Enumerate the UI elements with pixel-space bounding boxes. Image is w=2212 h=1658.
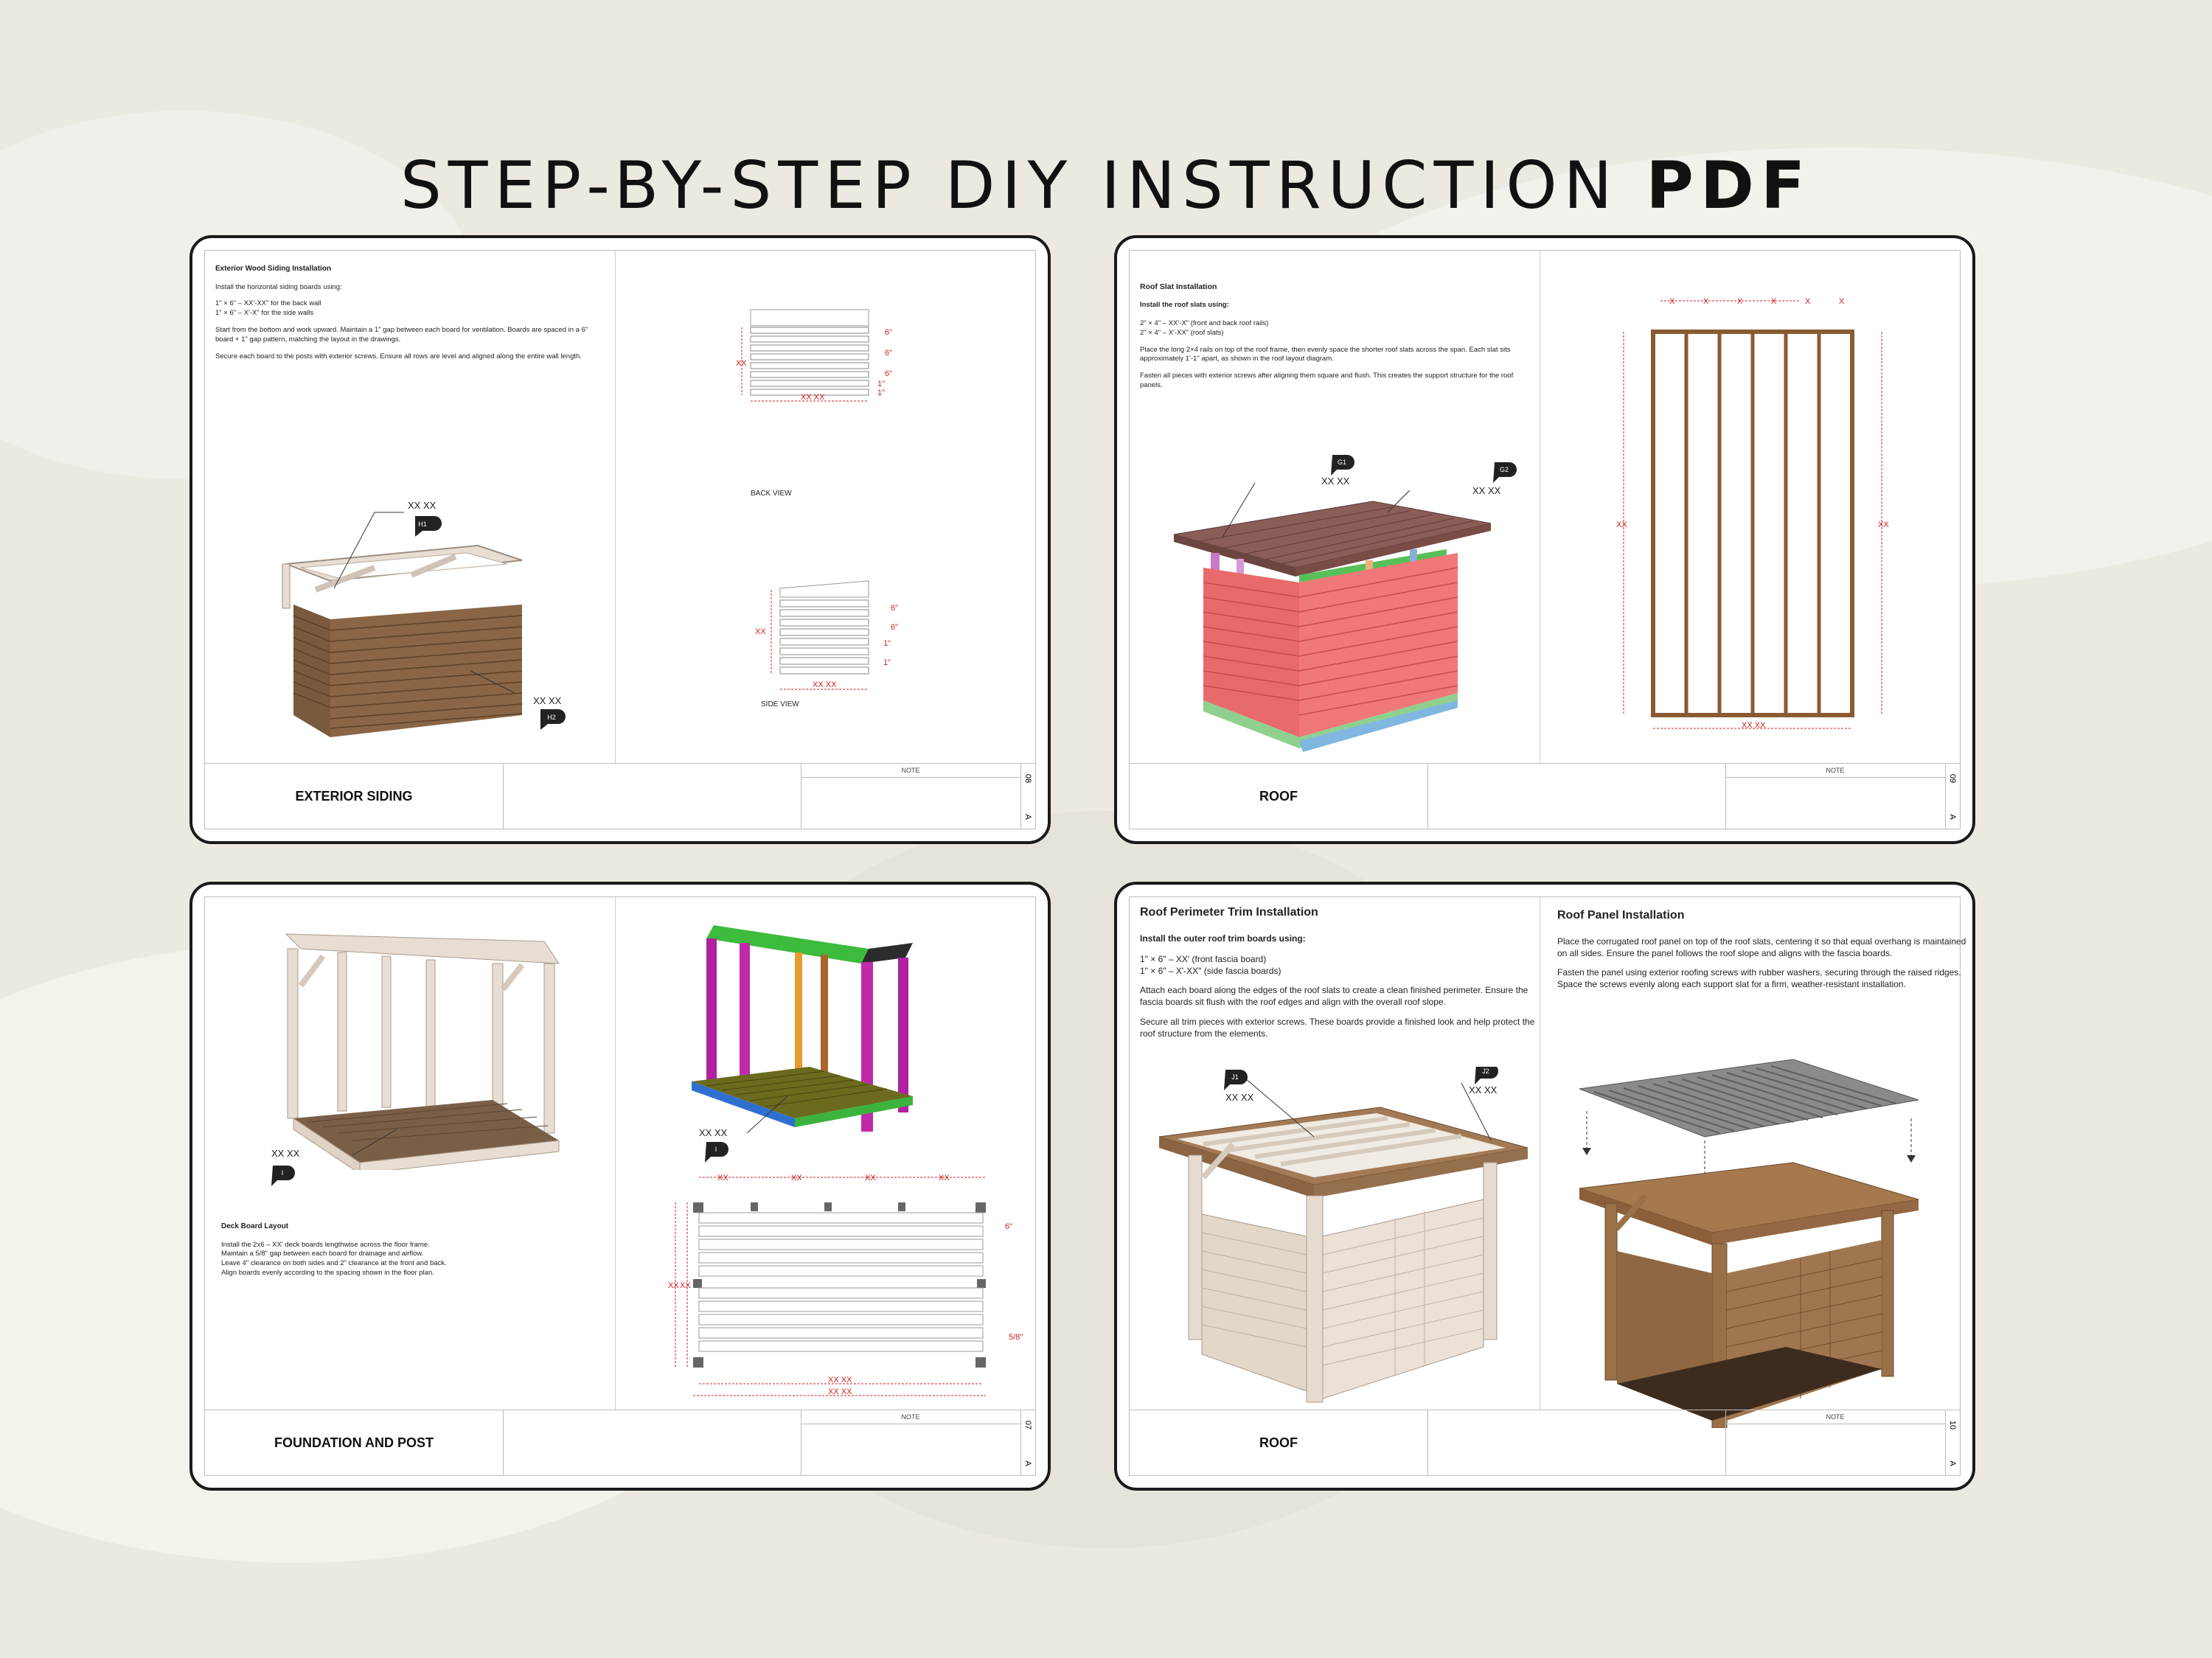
post-dim-4: XX [939,1174,950,1182]
side-dim-gap-2: 1" [883,658,891,667]
title-block [1130,1410,1960,1475]
note-box [801,764,1021,829]
tag-i-right: I [714,1146,717,1153]
panel-exterior-siding [189,235,1051,844]
post-dim-3: XX [865,1174,876,1182]
note-label: NOTE [1826,767,1845,774]
roof-slat-instructions [1140,282,1531,398]
roof-slat-para-1: Place the long 2×4 rails on top of the roof frame, then evenly space the shorter roof slats across the span. Each slat sits approximately 1'-1" apart, as shown in the roof layout diagram. [1140,345,1511,363]
siding-para-1: Start from the bottom and work upward. Maintain a 1" gap between each board for ventilation. Boards are spaced in a 6" board + 1" gap pattern, matching the layout in the drawings. [215,325,588,344]
post-dim-2: XX [791,1174,802,1182]
roof-trim-para-1: Attach each board along the edges of the roof slats to create a clean finished perimeter. Ensure the fascia boards sit flush with the roof edges and align with the overall roof slope. [1140,985,1528,1008]
plan-dim-board: 6" [1005,1222,1013,1231]
siding-callout-2: XX XX [533,695,562,706]
roof-slat-callout-2: XX XX [1472,485,1501,496]
deck-board-heading: Deck Board Layout [221,1222,289,1230]
deck-line-4: Align boards evenly according to the spacing shown in the floor plan. [221,1268,434,1277]
roof-slat-intro: Install the roof slats using: [1140,301,1229,310]
tag-g1: G2 [1499,466,1509,473]
roof-trim-callout-2: XX XX [1469,1084,1498,1096]
sheet-number-box [1945,1410,1960,1475]
slat-dim-3: X [1737,297,1743,306]
roof-trim-para-2: Secure all trim pieces with exterior screws. These boards provide a finished look and help protect the roof structure from the elements. [1140,1016,1535,1039]
roof-trim-callout-1: XX XX [1225,1092,1254,1103]
title-block-blank [1427,1410,1726,1475]
plan-dim-bottom-2: XX XX [828,1387,852,1396]
roof-trim-instructions [1140,905,1538,1047]
back-view-caption [751,487,839,501]
sheet-frame [204,250,1036,829]
sheet-revision: A [1948,814,1957,820]
deck-board-instructions [221,1222,575,1278]
tag-i-left: I [281,1169,284,1177]
back-dim-board-1: 6" [885,328,893,337]
note-label: NOTE [901,1413,920,1421]
roof-panel-para-1: Place the corrugated roof panel on top of the roof slats, centering it so that equal overhang is maintained on all sides. Ensure the panel follows the roof slope and aligns with the fascia boards. [1557,936,1966,958]
back-view-label: BACK VIEW [751,490,792,498]
sheet-divider [615,897,616,1410]
sheet-title: EXTERIOR SIDING [205,764,504,829]
headline-bold: PDF [1646,147,1812,223]
deck-line-3: Leave 4" clearance on both sides and 2" clearance at the front and back. [221,1259,447,1268]
sheet-number: 10 [1948,1420,1957,1430]
sheet-title: FOUNDATION AND POST [205,1410,504,1475]
page-headline [0,147,2212,223]
sheet-number-box [1020,1410,1035,1475]
side-view-label: SIDE VIEW [761,700,799,708]
plan-dim-gap: 5/8" [1009,1333,1023,1342]
deck-floor-plan [640,1170,1038,1421]
sheet-frame [204,896,1036,1476]
slat-dim-5: X [1805,297,1811,306]
siding-callout-1: XX XX [408,500,437,511]
slat-dim-6: X [1839,297,1845,306]
tag-j2: J2 [1482,1067,1489,1075]
sheet-divider [615,251,616,764]
sheet-frame [1129,250,1961,829]
side-dim-gap-1: 1" [883,639,891,648]
sheet-revision: A [1023,814,1032,820]
tag-h2: H2 [547,714,556,721]
tag-h1: H1 [418,520,427,528]
siding-callouts [367,494,588,737]
sheet-number-box [1020,764,1035,829]
foundation-callout-2: XX XX [699,1127,728,1138]
deck-line-1: Install the 2x6 – XX' deck boards lengthwise across the floor frame. [221,1240,430,1249]
back-view-drawing [721,302,942,405]
title-block [205,763,1035,829]
foundation-callout-left [264,1140,411,1199]
foundation-callout-right [677,1111,824,1170]
roof-trim-spec-2: 1" × 6" – X'-XX" (side fascia boards) [1140,965,1281,976]
back-dim-gap-2: 1" [877,389,886,397]
roof-panel-heading: Roof Panel Installation [1557,909,1685,922]
roof-panel-para-2: Fasten the panel using exterior roofing screws with rubber washers, securing through the raised ridges. Space the screws evenly along each support slat for a firm, weather-resistant installation. [1557,966,1961,990]
roof-slat-spec-1: 2" × 4" – XX'-X" (front and back roof rails) [1140,318,1269,327]
sheet-number-box [1945,764,1960,829]
roof-slat-spec-2: 2" × 4" – X'-XX" (roof slats) [1140,328,1224,337]
note-box [1725,1410,1946,1475]
siding-spec-1: 1" × 6" – XX'-XX" for the back wall [215,299,321,308]
siding-para-2: Secure each board to the posts with exterior screws. Ensure all rows are level and aligned along the entire wall length. [215,352,582,360]
note-label: NOTE [1826,1413,1845,1421]
sheet-number: 08 [1023,773,1032,784]
headline-main: STEP-BY-STEP DIY INSTRUCTION [400,147,1619,223]
panel-foundation-post [189,882,1051,1491]
deck-line-2: Maintain a 5/8" gap between each board for drainage and airflow. [221,1250,424,1258]
roof-dim-left: XX [1616,520,1627,529]
note-box [1725,764,1946,829]
roof-dim-bottom: XX XX [1742,721,1766,730]
plan-dim-bottom-1: XX XX [828,1376,852,1384]
roof-panel-3d-model [1565,1030,1970,1428]
sheet-revision: A [1023,1460,1032,1466]
tag-g2: G1 [1337,459,1347,466]
roof-trim-intro: Install the outer roof trim boards using: [1140,933,1306,944]
note-label: NOTE [901,767,920,774]
title-block-blank [1427,764,1726,829]
roof-trim-3d-model [1144,1067,1543,1421]
sheet-number: 07 [1023,1420,1032,1430]
panel-roof-trim [1114,882,1975,1491]
roof-trim-heading: Roof Perimeter Trim Installation [1140,906,1318,919]
siding-heading: Exterior Wood Siding Installation [215,265,332,273]
side-dim-width: XX XX [813,680,837,689]
foundation-frame-model [249,919,603,1170]
back-dim-board-2: 6" [885,349,893,358]
slat-dim-2: X [1703,297,1709,306]
siding-intro: Install the horizontal siding boards using: [215,282,342,291]
back-dim-gap-1: 1" [877,380,886,389]
back-dim-width: XX XX [801,393,825,402]
siding-spec-2: 1" × 6" – X'-X" for the side walls [215,309,314,318]
roof-dim-right: XX [1878,520,1889,529]
back-dim-height: XX [736,359,747,368]
sheet-title: ROOF [1130,764,1428,829]
tag-j1: J1 [1231,1073,1239,1081]
roof-trim-spec-1: 1" × 6" – XX' (front fascia board) [1140,953,1267,964]
sheet-frame [1129,896,1966,1476]
slat-dim-1: X [1669,297,1675,306]
side-dim-board-2: 6" [891,623,899,632]
slat-dim-4: X [1771,297,1777,306]
plan-dim-left-2: XX [680,1281,691,1290]
roof-panel-instructions [1557,908,1970,997]
roof-slat-para-2: Fasten all pieces with exterior screws after aligning them square and flush. This creates the support structure for the roof panels. [1140,372,1514,390]
roof-slat-callout-1: XX XX [1321,476,1350,487]
post-dim-1: XX [717,1174,728,1182]
plan-dim-left-1: XX [668,1281,679,1290]
sheet-number: 09 [1948,773,1957,784]
siding-instructions [215,264,599,369]
panel-roof-slat [1114,235,1975,844]
back-dim-board-3: 6" [885,369,893,378]
foundation-callout-1: XX XX [271,1148,300,1159]
title-block-blank [503,1410,801,1475]
sheet-title: ROOF [1130,1410,1428,1475]
roof-slat-heading: Roof Slat Installation [1140,282,1217,291]
sheet-revision: A [1948,1460,1957,1466]
title-block [205,1410,1035,1475]
roof-layout-plan [1601,288,1896,730]
title-block [1130,763,1960,829]
side-dim-board-1: 6" [891,604,899,613]
side-view-drawing [751,575,920,722]
side-dim-height: XX [755,627,766,636]
title-block-blank [503,764,801,829]
roof-trim-callouts [1196,1067,1520,1118]
roof-slat-callouts [1240,453,1535,498]
note-box [801,1410,1021,1475]
